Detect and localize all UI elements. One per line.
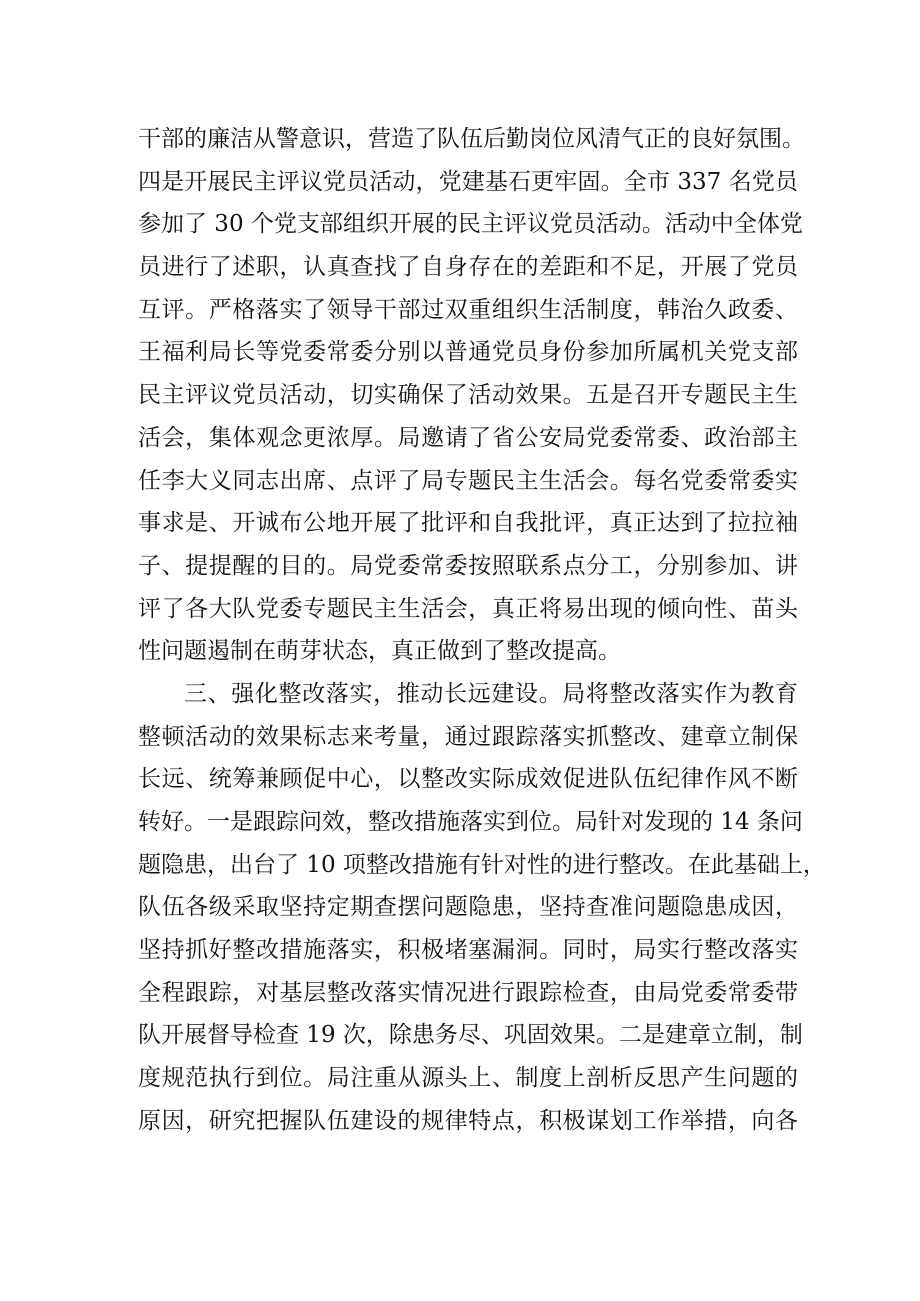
text-line: 参加了 30 个党支部组织开展的民主评议党员活动。活动中全体党: [138, 211, 803, 238]
text-line: 四是开展民主评议党员活动，党建基石更牢固。全市 337 名党员: [138, 168, 798, 195]
text-line: 队开展督导检查 19 次，除患务尽、巩固效果。二是建章立制，制: [138, 1022, 803, 1049]
text-line: 长远、统筹兼顾促中心，以整改实际成效促进队伍纪律作风不断: [138, 766, 798, 793]
text-line: 整顿活动的效果标志来考量，通过跟踪落实抓整改、建章立制保: [138, 723, 798, 750]
text-line: 原因，研究把握队伍建设的规律特点，积极谋划工作举措，向各: [138, 1107, 798, 1134]
section-heading-line: 三、强化整改落实，推动长远建设。局将整改落实作为教育: [184, 680, 798, 707]
document-body: [138, 118, 826, 1143]
text-line: 王福利局长等党委常委分别以普通党员身份参加所属机关党支部: [138, 339, 798, 366]
text-line: 题隐患，出台了 10 项整改措施有针对性的进行整改。在此基础上，: [138, 851, 826, 878]
text-line: 互评。严格落实了领导干部过双重组织生活制度，韩治久政委、: [138, 296, 798, 323]
text-line: 民主评议党员活动，切实确保了活动效果。五是召开专题民主生: [138, 382, 798, 409]
text-line: 转好。一是跟踪问效，整改措施落实到位。局针对发现的 14 条问: [138, 809, 803, 835]
paragraph-continuation: [138, 118, 805, 673]
text-line: 性问题遏制在萌芽状态，真正做到了整改提高。: [138, 638, 621, 665]
text-line: 任李大义同志出席、点评了局专题民主生活会。每名党委常委实: [138, 467, 798, 494]
text-line: 事求是、开诚布公地开展了批评和自我批评，真正达到了拉拉袖: [138, 510, 798, 537]
text-line: 坚持抓好整改措施落实，积极堵塞漏洞。同时，局实行整改落实: [138, 937, 798, 964]
text-line: 活会，集体观念更浓厚。局邀请了省公安局党委常委、政治部主: [138, 424, 798, 451]
text-line: 全程跟踪，对基层整改落实情况进行跟踪检查，由局党委常委带: [138, 979, 798, 1006]
text-line: 员进行了述职，认真查找了自身存在的差距和不足，开展了党员: [138, 254, 798, 281]
text-line: 队伍各级采取坚持定期查摆问题隐患，坚持查准问题隐患成因，: [138, 894, 798, 921]
paragraph-section-three: [138, 673, 826, 1143]
text-line: 子、提提醒的目的。局党委常委按照联系点分工，分别参加、讲: [138, 552, 798, 579]
text-line: 评了各大队党委专题民主生活会，真正将易出现的倾向性、苗头: [138, 595, 798, 622]
text-line: 干部的廉洁从警意识，营造了队伍后勤岗位风清气正的良好氛围。: [138, 126, 805, 152]
text-line: 度规范执行到位。局注重从源头上、制度上剖析反思产生问题的: [138, 1065, 798, 1092]
